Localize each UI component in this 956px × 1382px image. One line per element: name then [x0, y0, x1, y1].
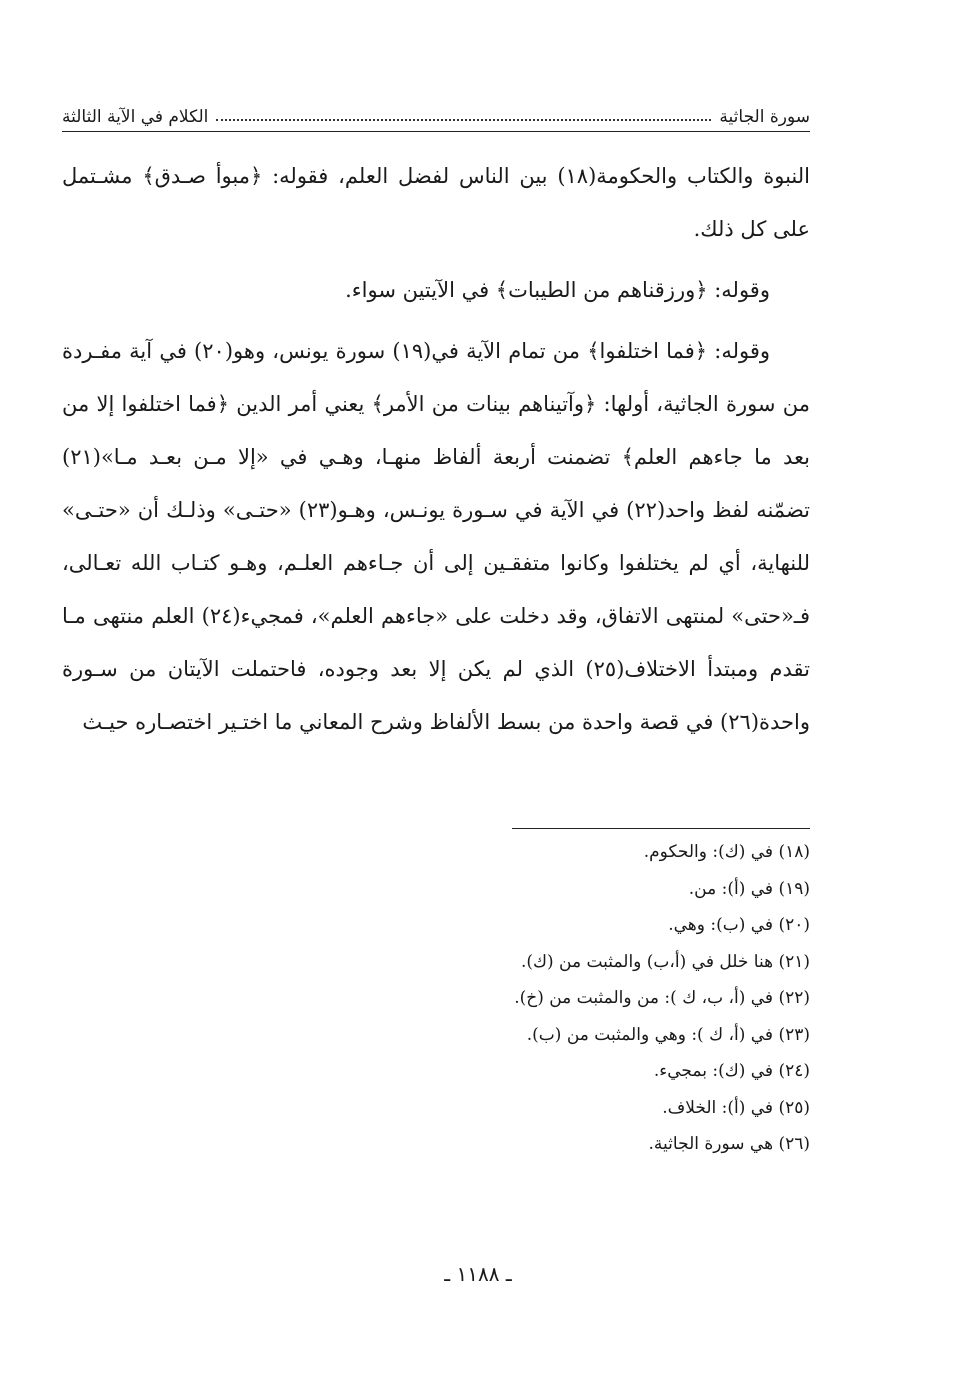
header-section-title: الكلام في الآية الثالثة — [62, 107, 209, 127]
running-header — [62, 98, 810, 132]
footnote-20: (٢٠) في (ب): وهي. — [668, 915, 810, 935]
footnotes-list — [300, 834, 810, 1163]
footnote-21: (٢١) هنا خلل في (أ،ب) والمثبت من (ك). — [520, 951, 810, 972]
footnote-18: (١٨) في (ك): والحكوم. — [643, 842, 810, 862]
paragraph-1: النبوة والكتاب والحكومة(١٨) بين الناس لفضل العلم، فقوله: ﴿مبوأ صـدق﴾ مشـتمل على كل ذلك. — [62, 164, 810, 241]
footnote-25: (٢٥) في (أ): الخلاف. — [662, 1097, 810, 1118]
footnote-22: (٢٢) في (أ، ب، ك ): من والمثبت من (خ). — [514, 988, 810, 1008]
paragraph-2: وقوله: ﴿ورزقناهم من الطيبات﴾ في الآيتين سواء. — [345, 278, 770, 302]
header-surah-title: سورة الجاثية — [719, 107, 810, 127]
main-text — [62, 150, 810, 749]
footnote-23: (٢٣) في (أ، ك ): وهي والمثبت من (ب). — [526, 1024, 810, 1045]
paragraph-3: وقوله: ﴿فما اختلفوا﴾ من تمام الآية في(١٩) سورة يونس، وهو(٢٠) في آية مفـردة من سورة الجاثية، أولها: ﴿وآتيناهم بينات من الأمر﴾ يعني أمر الدين ﴿فما اختلفوا إلا من بعد ما جاءهم العلم﴾ تضمنت أربعة ألفاظ منهـا، وهـي في «إلا مـن بعـد مـا»(٢١) تضمّنه لفظ واحد(٢٢) في الآية في سـورة يونـس، وهـو(٢٣) «حتـى» وذلـك أن «حتـى» للنهاية، أي لم يختلفوا وكانوا متفقـين إلى أن جـاءهم العلـم، وهـو كتـاب الله تعـالى، فـ«حتى» لمنتهى الاتفاق، وقد دخلت على «جاءهم العلم»، فمجيء(٢٤) العلم منتهى مـا تقدم ومبتدأ الاختلاف(٢٥) الذي لم يكن إلا بعد وجوده، فاحتملت الآيتان من سـورة واحدة(٢٦) في قصة واحدة من بسط الألفاظ وشرح المعاني ما اختـير اختصـاره حيـث — [62, 339, 810, 734]
footnote-19: (١٩) في (أ): من. — [688, 878, 810, 899]
page-number: ـ ١١٨٨ ـ — [444, 1262, 512, 1286]
footnote-26: (٢٦) هي سورة الجاثية. — [648, 1134, 810, 1154]
header-dot-leader — [216, 119, 711, 121]
footnote-separator — [512, 828, 810, 829]
footnote-24: (٢٤) في (ك): بمجيء. — [653, 1061, 810, 1081]
